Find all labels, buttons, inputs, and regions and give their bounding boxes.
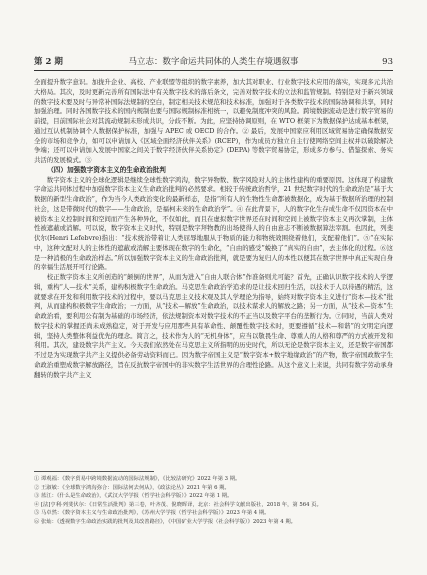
section-heading: （四）加强数字资本主义的生命政治批判	[47, 165, 166, 174]
footnote: ③ 蓝江：《什么是生命政治》，《武汉大学学报（哲学社会科学版）》2022 年第 1 期。	[34, 493, 233, 500]
footnote: ④ [法]亨利·列斐伏尔：《日常生活批判》第三卷，叶齐茂、倪晓晖译，北京：社会科学文献出版社，2018 年，第 564 页。	[34, 501, 322, 508]
article-body	[34, 78, 393, 380]
paragraph: 全面提升数字意识。加拢升企业、高校、产业联盟等组织的数字素养，加大其对职业、行业数字技术应用的落实，实现多元共治大格局。其次，及时更新完善所有国际法中有关数字技术的落后条文，完善对数字技术的立法和监管规制。特别是对于新兴领域的数字技术要及时与异常补国际法规制的空白，制定相关技术规范和技术标准，加强对于各类数字技术的国际协调和共享，同时加强治理。同时各国数字技术的国内规制也要与国际规制标准相统一，以避免制度冲突的风险。跨境数据流动是进行数字贸易的前提，目前国际社会对其流动规制未形成共识，分歧不断。为此，应坚持协调原则，在 WTO 框架下为数据保护达成基本框架，通过互认机制协调个人数据保护标准，加强与 APEC 或 OECD 的合作。② 最后，发展中国家应利用区域贸易协定确保数据安全的市场和竞争力，如可以申请加入《区域全面经济伙伴关系》(RCEP)，作为成员方独立自主行使网络空间主权并以破除解决争端；还可以申请加入发展中国家之间关于数字经济伙伴关系协定》(DEPA) 等数字贸易协定，形成多方参与、借鉴探索、务实共活的发展模式。③	[34, 78, 393, 164]
paragraph: 数字资本主义的全球化逻辑是继续全球性数字鸿沟，数字异物数、数字风险对人的主体性建构的重要原因。这体现了构建数字命运共同体过程中加强数字资本主义生命政治批判的必然要求。相较于传统政治哲学，21 世纪数字时代的生命政治是“基于大数据的新型生命政治”，作为当今人类政治变化的最新样态，是指“所有人的生物性生命都被数据化，成为基于数据所治理的控制社会，这是带微时代的数字——生命政治，是福柯未来的生命政治学”。④ 在此背景下，人的数字化生存成生命不仅因资本在中被资本主义控制时间和空间而产生各种异化，不仅如此，而且在虚拟数字世界还在时间和空间上被数字资本主义再次掌制，主体性被遮蔽或消解。可以说，数字资本主义时代，特别是数字拜物教的出场使得人的自由意志不断被数据算法宰割。也因此，列斐伏尔(Henri Lefebvre)指出：“技术统治带着让人类屈辱地服从于物质的能力和物统效围绕着他们，支配着他们”。⑤“在实际中，这种文配对人的主体性的遮蔽或消解主要体现在数字的生命化，“自由的感受”蜕换了“真实的自由”，去主体化的过程。⑥这是一种消极的生命政治样态。”所以加强数字资本主义的生命政治批判，就是要为复归人的本性以便其在数字世界中真正实现自身的幸福生活展开可行论路。	[34, 175, 393, 272]
footnote: ⑥ 张灿：《透视数字生命政治实践的批判及其改善路径》，《中国矿业大学学报（社会科学版）》2023 年第 4 期。	[34, 518, 296, 525]
header-rule	[34, 70, 393, 71]
footnotes	[34, 475, 393, 527]
issue-label: 第 2 期	[34, 57, 63, 67]
page-number: 93	[382, 57, 393, 67]
paragraph: 校正数字资本主义所创造的“颠倒的世界”，从而为进入“自由人联合体”作准备则尤可能？首先，正确认识数字技术的人学逻辑，重构“人—技术”关系，建构积极数字生命政治。马克思生命政治学追求的是让技术回归生活，以技术于人以待遇的精活，这就要求在开发和利用数字技术的过程中，要以马克思主义技术观及其人学理论为指导，始终对数字资本主义进行“资本—技术”批判，从而建构积极数字生命政治；一方面，从“技术—解放”生命政治，以技术谋求人的解放之路；另一方面，从“技术—资本”生命政治看，要利用公有制为基础的市场经济，依法规制资本对数字技术的不正当以及数字平台的垄断行为。⑦同时，当前人类对数字技术的掌握还尚未成熟稳定，对于开发与应用那些具有革命性、颠覆性数字技术时，更要遵循“技术—和谐”的文明定向逻辑，坚持人类整体利益优先的理念。简言之，技术作为人的“无机身体”，应当以敬畏生命、尊重人的人格和尊严的方式被开发和利用。其次，建设数字共产主义。今天我们依然处在马克思主义所指明的历史时代，所以无论是数字资本主义，还是数字帝国都不过是为实现数字共产主义提供必备劳动资料而已。因为数字帝国主义是“数字资本+数字地缘政治”的产物，数字帝国政数字生命政治重塑成数字解放路径，旨在反抗数字帝国中的非实数字生活世界的合理性论路。从这个意义上来说，共同有数字劳动承身翻转的数字共产主义	[34, 273, 393, 379]
footnote: ① 谭观福：《数字贸易中跨境数据流动的国际法规制》，《比较法研究》2022 年第 3 期。	[34, 476, 241, 482]
footnote: ② 王淑敏：《全球数字鸿沟弥合：国际法何去何从》，《政法论丛》2021 年第 6 期。	[34, 484, 230, 491]
footnote: ⑤ 马卓然：《数字资本主义与生命政治批判》，《苏州大学学报（哲学社会科学版）》2023 年第 4 期。	[34, 510, 270, 517]
running-title: 马立志：数字命运共同体的人类生存境遇叙事	[128, 57, 299, 67]
running-header	[34, 55, 393, 69]
footnote-rule	[34, 471, 154, 472]
